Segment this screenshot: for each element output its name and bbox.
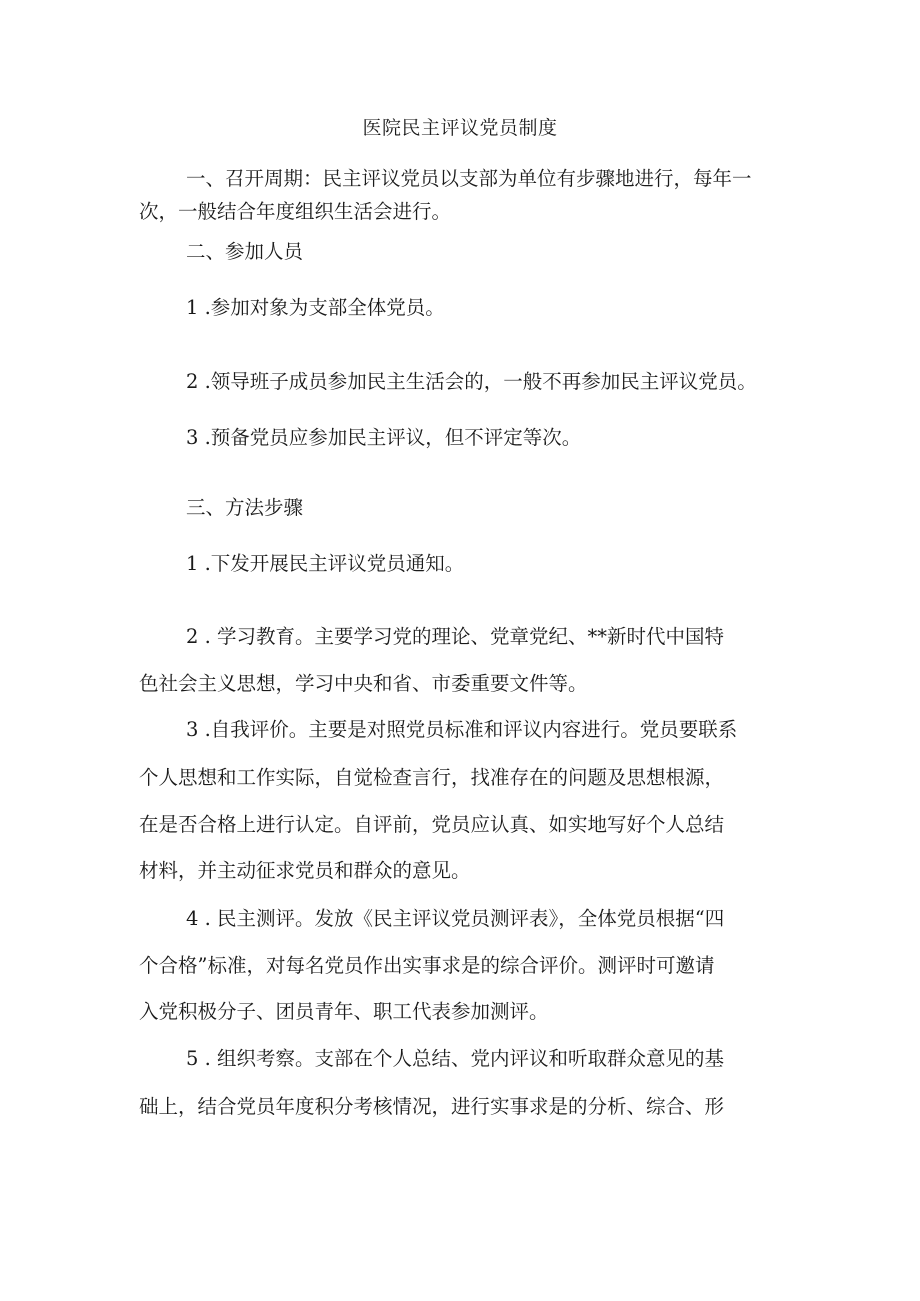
paragraph-line: 材料，并主动征求党员和群众的意见。 (139, 859, 471, 882)
list-item: 1 .参加对象为支部全体党员。 (186, 296, 445, 319)
section-heading: 二、参加人员 (186, 240, 304, 263)
paragraph-line: 3 .自我评价。主要是对照党员标准和评议内容进行。党员要联系 (186, 718, 738, 741)
list-item: 1 .下发开展民主评议党员通知。 (186, 552, 465, 575)
paragraph-line: 入党积极分子、团员青年、职工代表参加测评。 (139, 1000, 549, 1023)
paragraph-line: 2 . 学习教育。主要学习党的理论、党章党纪、**新时代中国特 (186, 625, 725, 648)
paragraph-line: 个人思想和工作实际，自觉检查言行，找准存在的问题及思想根源， (139, 766, 725, 789)
list-item: 3 .预备党员应参加民主评议，但不评定等次。 (186, 426, 582, 449)
paragraph-line: 色社会主义思想，学习中央和省、市委重要文件等。 (139, 672, 588, 695)
paragraph-line: 次，一般结合年度组织生活会进行。 (139, 200, 452, 223)
paragraph-line: 础上，结合党员年度积分考核情况，进行实事求是的分析、综合、形 (139, 1095, 725, 1118)
list-item: 2 .领导班子成员参加民主生活会的，一般不再参加民主评议党员。 (186, 370, 757, 393)
paragraph-line: 4 . 民主测评。发放《民主评议党员测评表》，全体党员根据“四 (186, 907, 725, 930)
section-heading: 三、方法步骤 (186, 496, 304, 519)
document-title: 医院民主评议党员制度 (362, 117, 558, 139)
paragraph-line: 一、召开周期：民主评议党员以支部为单位有步骤地进行，每年一 (186, 167, 752, 190)
paragraph-line: 在是否合格上进行认定。自评前，党员应认真、如实地写好个人总结 (139, 813, 725, 836)
paragraph-line: 5 . 组织考察。支部在个人总结、党内评议和听取群众意见的基 (186, 1047, 725, 1070)
paragraph-line: 个合格”标准，对每名党员作出实事求是的综合评价。测评时可邀请 (139, 954, 715, 977)
